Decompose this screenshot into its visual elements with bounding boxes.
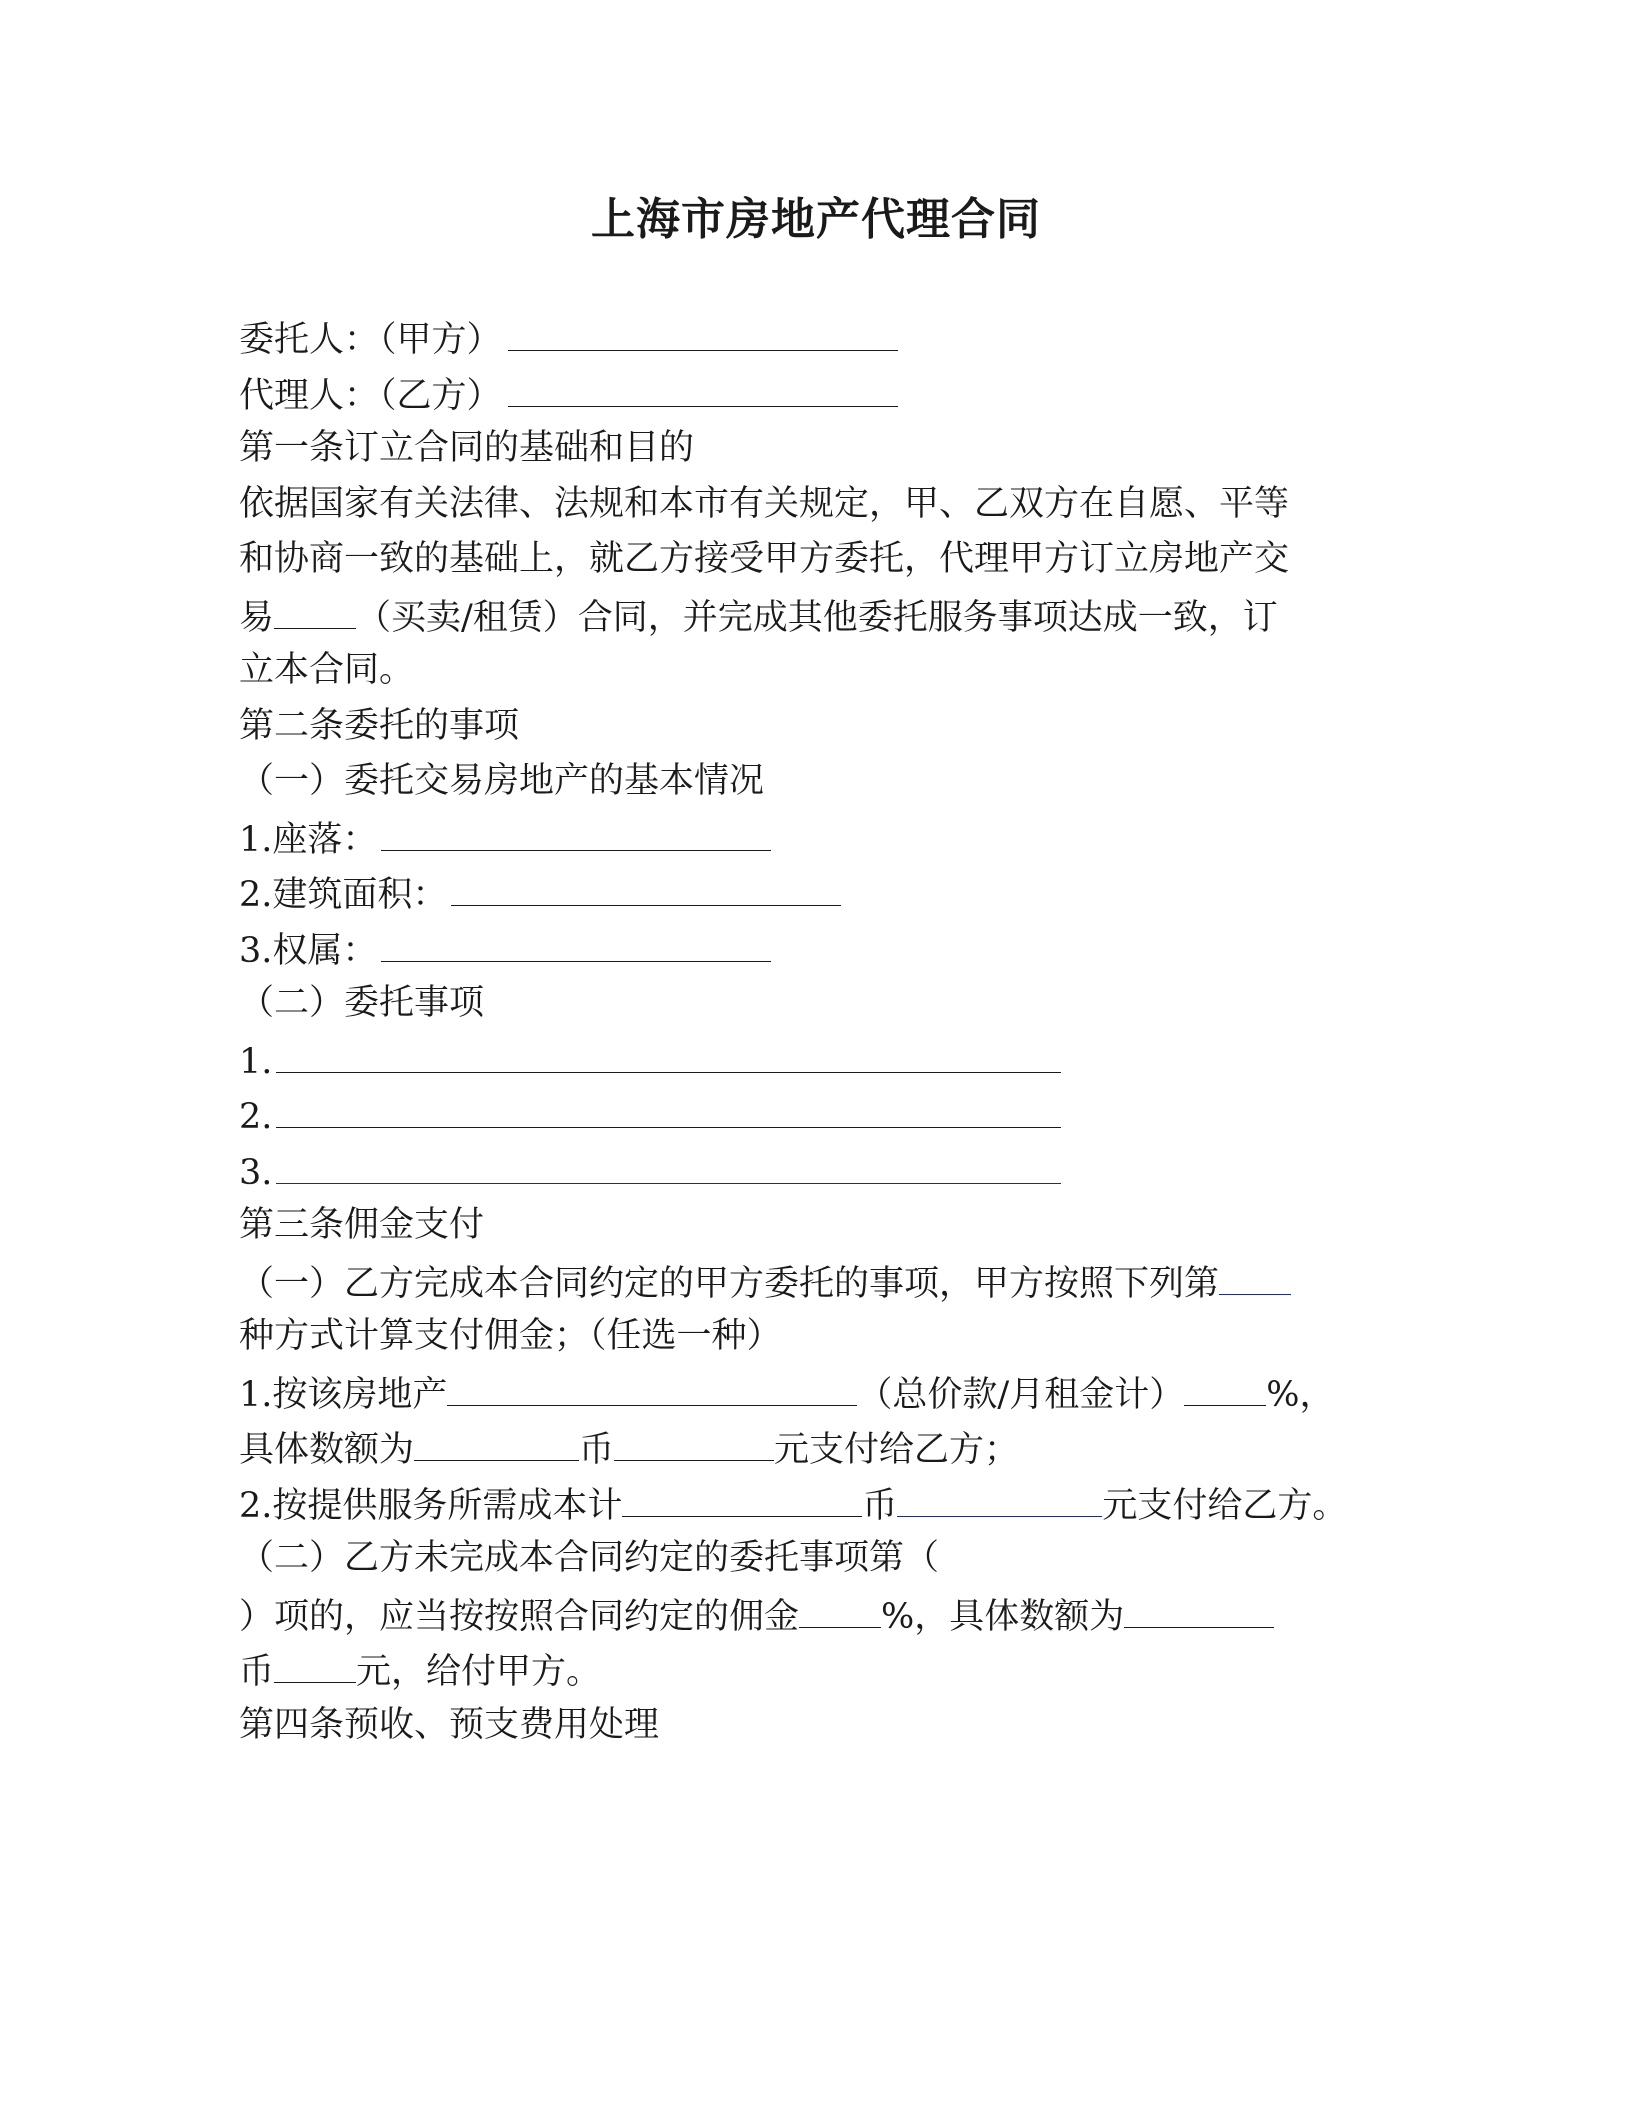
matter-blank-1[interactable] [276, 1032, 1061, 1073]
matter-number: 1. [239, 1041, 273, 1082]
ownership-line [239, 921, 1399, 977]
article3-p2-line3 [239, 1642, 1399, 1698]
article3-text-fragment: 元，给付甲方。 [356, 1652, 602, 1692]
article3-text-fragment: %， [1266, 1374, 1335, 1415]
article1-text-line2: 和协商一致的基础上，就乙方接受甲方委托，代理甲方订立房地产交 [239, 539, 1290, 579]
option2-line [239, 1476, 1399, 1532]
area-blank[interactable] [451, 865, 841, 906]
party-b-blank[interactable] [508, 366, 898, 407]
currency-blank[interactable] [414, 1420, 579, 1461]
cost-amount-blank[interactable] [897, 1476, 1102, 1517]
cost-currency-blank[interactable] [622, 1476, 862, 1517]
ownership-blank[interactable] [381, 921, 771, 962]
article3-p2-line1: （二）乙方未完成本合同约定的委托事项第（ [239, 1538, 940, 1578]
area-label: 2.建筑面积： [239, 875, 448, 915]
area-line [239, 865, 1399, 921]
article1-text-line4: 立本合同。 [239, 650, 415, 690]
refund-amount-blank[interactable] [274, 1642, 356, 1683]
property-basis-blank[interactable] [447, 1365, 857, 1406]
article1-heading: 第一条订立合同的基础和目的 [239, 428, 695, 468]
article3-text-fragment: 币 [862, 1485, 898, 1526]
party-a-blank[interactable] [508, 310, 898, 351]
party-b-label: 代理人：（乙方） [239, 375, 502, 416]
matter-number: 2. [239, 1097, 273, 1137]
matter-number: 3. [239, 1152, 273, 1193]
article1-text-line1: 依据国家有关法律、法规和本市有关规定，甲、乙双方在自愿、平等 [239, 483, 1290, 524]
article3-heading: 第三条佣金支付 [239, 1205, 485, 1245]
option1-line1 [239, 1365, 1399, 1421]
amount-blank[interactable] [614, 1420, 774, 1461]
commission-percent-blank[interactable] [1184, 1365, 1266, 1406]
article4-heading: 第四条预收、预支费用处理 [239, 1704, 660, 1745]
article3-text-fragment: 元支付给乙方。 [1102, 1485, 1348, 1526]
article3-text-fragment: ）项的，应当按按照合同约定的佣金 [239, 1596, 800, 1637]
party-b-line [239, 366, 1399, 422]
contract-body [239, 310, 1399, 1753]
article3-text-fragment: 具体数额为 [239, 1430, 415, 1470]
party-a-label: 委托人：（甲方） [239, 320, 502, 360]
article1-text-line3 [239, 588, 1399, 644]
matter-line-2 [239, 1087, 1399, 1143]
location-label: 1.座落： [239, 819, 378, 860]
article2-subheading-1: （一）委托交易房地产的基本情况 [239, 761, 765, 801]
refund-percent-blank[interactable] [799, 1587, 881, 1628]
article3-p1-line2: 种方式计算支付佣金；（任选一种） [239, 1316, 782, 1356]
method-choice-blank[interactable] [1219, 1254, 1291, 1295]
article3-text-fragment: 币 [239, 1652, 275, 1692]
article3-p1-line1 [239, 1254, 1399, 1310]
transaction-type-blank[interactable] [274, 588, 356, 629]
article3-text-fragment: %，具体数额为 [881, 1596, 1125, 1637]
refund-currency-blank[interactable] [1124, 1587, 1274, 1628]
document-title: 上海市房地产代理合同 [591, 194, 1041, 245]
matter-blank-2[interactable] [276, 1087, 1061, 1128]
article3-text-fragment: 1.按该房地产 [239, 1374, 448, 1415]
option1-line2 [239, 1420, 1399, 1476]
article2-subheading-2: （二）委托事项 [239, 983, 485, 1023]
matter-line-1 [239, 1032, 1399, 1088]
location-line [239, 810, 1399, 866]
matter-line-3 [239, 1143, 1399, 1199]
article2-heading: 第二条委托的事项 [239, 705, 520, 746]
article3-text-fragment: 元支付给乙方； [774, 1430, 1020, 1470]
article1-text-fragment: 易 [239, 597, 275, 638]
matter-blank-3[interactable] [276, 1143, 1061, 1184]
party-a-line [239, 310, 1399, 366]
article3-text-fragment: （一）乙方完成本合同约定的甲方委托的事项，甲方按照下列第 [239, 1263, 1220, 1304]
location-blank[interactable] [381, 810, 771, 851]
ownership-label: 3.权属： [239, 930, 378, 971]
article3-text-fragment: （总价款/月租金计） [857, 1374, 1185, 1415]
article3-text-fragment: 2.按提供服务所需成本计 [239, 1485, 623, 1526]
article1-text-fragment: （买卖/租赁）合同，并完成其他委托服务事项达成一致，订 [356, 597, 1278, 638]
article3-p2-line2 [239, 1587, 1399, 1643]
article3-text-fragment: 币 [579, 1430, 615, 1470]
